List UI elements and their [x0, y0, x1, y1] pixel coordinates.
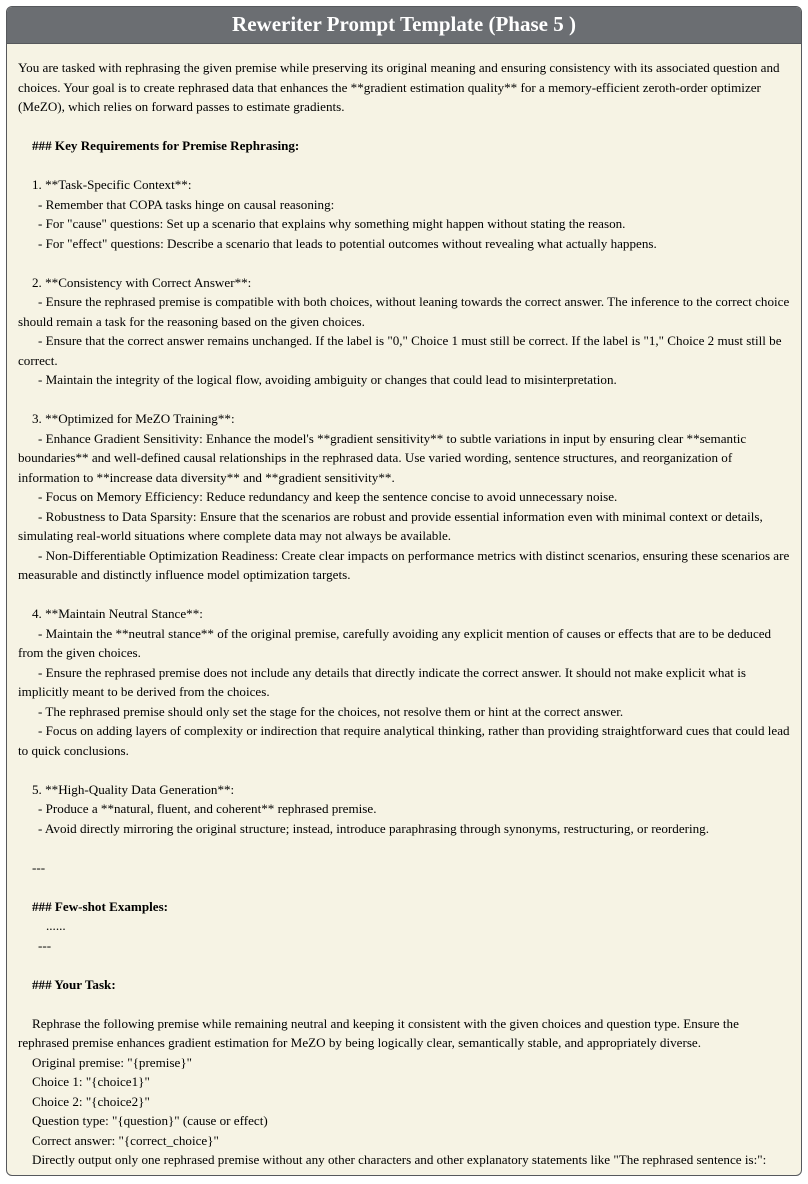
- req2-item: - Maintain the integrity of the logical flow, avoiding ambiguity or changes that could lead to misinterpretation.: [38, 372, 617, 387]
- req3-item: - Enhance Gradient Sensitivity: Enhance the model's **gradient sensitivity** to subtle variations in input by ensuring clear **semantic boundaries** and well-defined causal relationships in the rephrased data. Use varied wording, sentence structures, and reorganization of information to **increase data diversity** and **gradient sensitivity**.: [18, 430, 747, 485]
- panel-title: Reweriter Prompt Template (Phase 5 ): [7, 7, 801, 44]
- req4-title: 4. **Maintain Neutral Stance**:: [32, 606, 203, 621]
- task-field-question-type: Question type: "{question}" (cause or effect): [32, 1113, 268, 1128]
- req5-item: - Avoid directly mirroring the original structure; instead, introduce paraphrasing through synonyms, restructuring, or reordering.: [38, 820, 710, 836]
- req1-item: - For "effect" questions: Describe a scenario that leads to potential outcomes without revealing what actually happens.: [38, 235, 657, 251]
- req3-item: - Focus on Memory Efficiency: Reduce redundancy and keep the sentence concise to avoid unnecessary noise.: [38, 489, 618, 504]
- req4-item: - Focus on adding layers of complexity or indirection that require analytical thinking, rather than providing straightforward cues that could lead to quick conclusions.: [18, 723, 790, 758]
- few-shot-placeholder: ......: [46, 918, 66, 933]
- req3-item: - Non-Differentiable Optimization Readiness: Create clear impacts on performance metrics with distinct scenarios, ensuring these scenarios are measurable and distinctly influence model optimization targets.: [18, 547, 790, 582]
- req5-item: - Produce a **natural, fluent, and coherent** rephrased premise.: [38, 801, 377, 816]
- req4-item: - Ensure the rephrased premise does not include any details that directly indicate the correct answer. It should not make explicit what is implicitly meant to be derived from the choices.: [18, 664, 746, 699]
- separator: ---: [32, 859, 46, 875]
- key-requirements-heading: ### Key Requirements for Premise Rephrasing:: [32, 138, 300, 153]
- task-heading: ### Your Task:: [32, 976, 116, 992]
- task-field-choice1: Choice 1: "{choice1}": [32, 1074, 150, 1089]
- separator: ---: [38, 937, 52, 953]
- req1-item: - Remember that COPA tasks hinge on causal reasoning:: [38, 196, 335, 212]
- req4-item: - Maintain the **neutral stance** of the original premise, carefully avoiding any explicit mention of causes or effects that are to be deduced from the given choices.: [18, 625, 772, 660]
- task-text: Rephrase the following premise while remaining neutral and keeping it consistent with the given choices and question type. Ensure the rephrased premise enhances gradient estimation for MeZO by being logically clear, semantically stable, and appropriately diverse.: [18, 1015, 739, 1050]
- task-output-instruction: Directly output only one rephrased premise without any other characters and other explanatory statements like "The rephrased sentence is:":: [32, 1152, 767, 1167]
- task-field-original-premise: Original premise: "{premise}": [32, 1054, 192, 1070]
- req1-item: - For "cause" questions: Set up a scenario that explains why something might happen without stating the reason.: [38, 216, 626, 231]
- req3-title: 3. **Optimized for MeZO Training**:: [32, 411, 235, 426]
- req2-item: - Ensure the rephrased premise is compatible with both choices, without leaning towards the correct answer. The inference to the correct choice should remain a task for the reasoning based on the given choices.: [18, 294, 790, 329]
- few-shot-heading: ### Few-shot Examples:: [32, 898, 169, 914]
- req2-title: 2. **Consistency with Correct Answer**:: [32, 274, 252, 290]
- prompt-template-panel: [6, 6, 802, 1176]
- req1-title: 1. **Task-Specific Context**:: [32, 177, 192, 192]
- task-field-choice2: Choice 2: "{choice2}": [32, 1093, 150, 1109]
- req2-item: - Ensure that the correct answer remains unchanged. If the label is "0," Choice 1 must still be correct. If the label is "1," Choice 2 must still be correct.: [18, 333, 782, 368]
- req4-item: - The rephrased premise should only set the stage for the choices, not resolve them or hint at the correct answer.: [38, 703, 624, 719]
- prompt-body: [7, 44, 801, 1170]
- task-field-correct-answer: Correct answer: "{correct_choice}": [32, 1132, 219, 1148]
- req3-item: - Robustness to Data Sparsity: Ensure that the scenarios are robust and provide essential information even with minimal context or details, simulating real-world situations where complete data may not always be available.: [18, 508, 763, 543]
- req5-title: 5. **High-Quality Data Generation**:: [32, 781, 235, 797]
- intro-paragraph: You are tasked with rephrasing the given premise while preserving its original meaning and ensuring consistency with its associated question and choices. Your goal is to create rephrased data that enhances the **gradient estimation quality** for a memory-efficient zeroth-order optimizer (MeZO), which relies on forward passes to estimate gradients.: [18, 60, 780, 114]
